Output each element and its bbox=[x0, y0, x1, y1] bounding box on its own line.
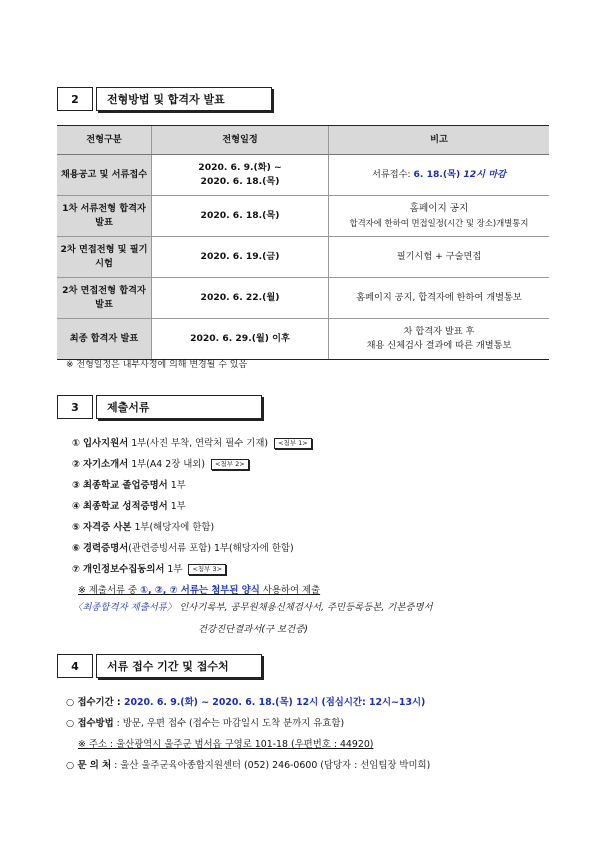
contact-row bbox=[66, 755, 430, 776]
section-3-number: 3 bbox=[57, 395, 93, 419]
table-row bbox=[57, 155, 549, 196]
section-2-title: 전형방법 및 합격자 발표 bbox=[96, 87, 272, 111]
item-marker: ② bbox=[72, 459, 80, 470]
note-cell bbox=[329, 155, 550, 196]
stage-cell: 채용공고 및 서류접수 bbox=[57, 155, 152, 196]
section-4-header bbox=[57, 654, 262, 678]
period-row bbox=[66, 692, 430, 713]
item-name: 자격증 사본 bbox=[82, 522, 132, 533]
submission-info bbox=[66, 692, 430, 776]
date-cell: 2020. 6. 22.(월) bbox=[152, 278, 329, 319]
schedule-footnote: ※ 전형일정은 내부사정에 의해 변경될 수 있음 bbox=[66, 360, 248, 370]
period-label: ○ 접수기간 : bbox=[66, 697, 124, 708]
stage-cell: 최종 합격자 발표 bbox=[57, 319, 152, 360]
item-marker: ① bbox=[72, 438, 80, 449]
note-line: 차 합격자 발표 후 bbox=[403, 326, 475, 337]
note-line: 합격자에 한하여 면접일정(시간 및 장소)개별통지 bbox=[349, 218, 529, 228]
table-header-row bbox=[57, 126, 549, 155]
method-row bbox=[66, 713, 430, 734]
item-detail: 1부 bbox=[167, 501, 186, 512]
list-item bbox=[72, 538, 320, 559]
method-label: ○ 접수방법 bbox=[66, 718, 114, 729]
final-text: 건강진단결과서(구 보건증) bbox=[198, 624, 308, 635]
final-label: 〈최종합격자 제출서류〉 bbox=[73, 602, 177, 613]
table-row bbox=[57, 278, 549, 319]
schedule-table bbox=[57, 125, 549, 360]
address-line: ※ 주소 : 울산광역시 울주군 범서읍 구영로 101-18 (우편번호 : 44920) bbox=[78, 739, 374, 750]
remark-text: 사용하여 제출 bbox=[259, 585, 321, 596]
item-detail: (관련증빙서류 포함) 1부(해당자에 한함) bbox=[128, 543, 294, 554]
item-marker: ④ bbox=[72, 501, 80, 512]
section-4-title: 서류 접수 기간 및 접수처 bbox=[96, 654, 262, 678]
stage-cell: 2차 면접전형 합격자 발표 bbox=[57, 278, 152, 319]
item-marker: ⑦ bbox=[72, 564, 80, 575]
table-row bbox=[57, 196, 549, 237]
contact-value: : 울산 울주군육아종합지원센터 (052) 246-0600 (담당자 : 선임팀장 박미희) bbox=[111, 760, 431, 771]
item-name: 경력증명서 bbox=[82, 543, 129, 554]
contact-label: ○ 문 의 처 bbox=[66, 760, 112, 771]
list-item bbox=[72, 433, 320, 454]
header-note: 비고 bbox=[329, 126, 550, 155]
note-line: 채용 신체검사 결과에 따른 개별통보 bbox=[366, 340, 512, 351]
remark-text: ※ 제출서류 중 bbox=[78, 585, 141, 596]
date-cell bbox=[152, 155, 329, 196]
item-name: 최종학교 성적증명서 bbox=[82, 501, 168, 512]
note-line: 홈페이지 공지 bbox=[409, 203, 469, 214]
section-3-title: 제출서류 bbox=[96, 395, 262, 419]
item-marker: ⑥ bbox=[72, 543, 80, 554]
item-name: 최종학교 졸업증명서 bbox=[82, 480, 168, 491]
header-date: 전형일정 bbox=[152, 126, 329, 155]
stage-cell: 1차 서류전형 합격자 발표 bbox=[57, 196, 152, 237]
section-4-number: 4 bbox=[57, 654, 93, 678]
final-text: 인사기록부, 공무원채용신체검사서, 주민등록등본, 기본증명서 bbox=[176, 602, 433, 613]
attachment-tag: <첨부 3> bbox=[188, 564, 226, 575]
note-text: 서류접수: bbox=[372, 169, 414, 180]
final-line bbox=[73, 597, 433, 619]
method-value: : 방문, 우편 접수 (접수는 마감일시 도착 분까지 유효함) bbox=[113, 718, 345, 729]
remark-highlight: ①, ②, ⑦ 서류는 첨부된 양식 bbox=[140, 585, 260, 596]
item-name: 자기소개서 bbox=[82, 459, 129, 470]
item-marker: ③ bbox=[72, 480, 80, 491]
table-row bbox=[57, 237, 549, 278]
attachment-tag: <첨부 2> bbox=[211, 459, 249, 470]
list-item bbox=[72, 559, 320, 580]
item-marker: ⑤ bbox=[72, 522, 80, 533]
date-line: 2020. 6. 9.(화) ~ bbox=[198, 162, 282, 173]
note-cell bbox=[329, 196, 550, 237]
list-item bbox=[72, 475, 320, 496]
attachment-tag: <첨부 1> bbox=[274, 438, 312, 449]
item-detail: 1부(해당자에 한함) bbox=[131, 522, 215, 533]
final-documents bbox=[73, 597, 433, 641]
item-detail: 1부(사진 부착, 연락처 필수 기재) bbox=[128, 438, 269, 449]
item-name: 입사지원서 bbox=[82, 438, 129, 449]
deadline-date: 6. 18.(목) bbox=[413, 169, 464, 180]
item-detail: 1부 bbox=[164, 564, 183, 575]
section-2-number: 2 bbox=[57, 87, 93, 111]
note-cell: 홈페이지 공지, 합격자에 한하여 개별통보 bbox=[329, 278, 550, 319]
item-detail: 1부(A4 2장 내외) bbox=[128, 459, 206, 470]
list-item bbox=[72, 496, 320, 517]
list-item bbox=[72, 517, 320, 538]
date-cell: 2020. 6. 19.(금) bbox=[152, 237, 329, 278]
date-cell: 2020. 6. 18.(목) bbox=[152, 196, 329, 237]
note-cell: 필기시험 + 구술면접 bbox=[329, 237, 550, 278]
section-2-header bbox=[57, 87, 272, 111]
table-row bbox=[57, 319, 549, 360]
note-cell bbox=[329, 319, 550, 360]
header-stage: 전형구분 bbox=[57, 126, 152, 155]
date-cell: 2020. 6. 29.(월) 이후 bbox=[152, 319, 329, 360]
deadline-time: 12시 마감 bbox=[463, 169, 506, 180]
section-3-header bbox=[57, 395, 262, 419]
list-item bbox=[72, 454, 320, 475]
date-line: 2020. 6. 18.(목) bbox=[200, 176, 280, 187]
item-name: 개인정보수집동의서 bbox=[82, 564, 165, 575]
item-detail: 1부 bbox=[167, 480, 186, 491]
stage-cell: 2차 면접전형 및 필기시험 bbox=[57, 237, 152, 278]
document-list bbox=[72, 433, 320, 601]
period-value: 2020. 6. 9.(화) ~ 2020. 6. 18.(목) 12시 (점심시간: 12시~13시) bbox=[123, 697, 426, 708]
